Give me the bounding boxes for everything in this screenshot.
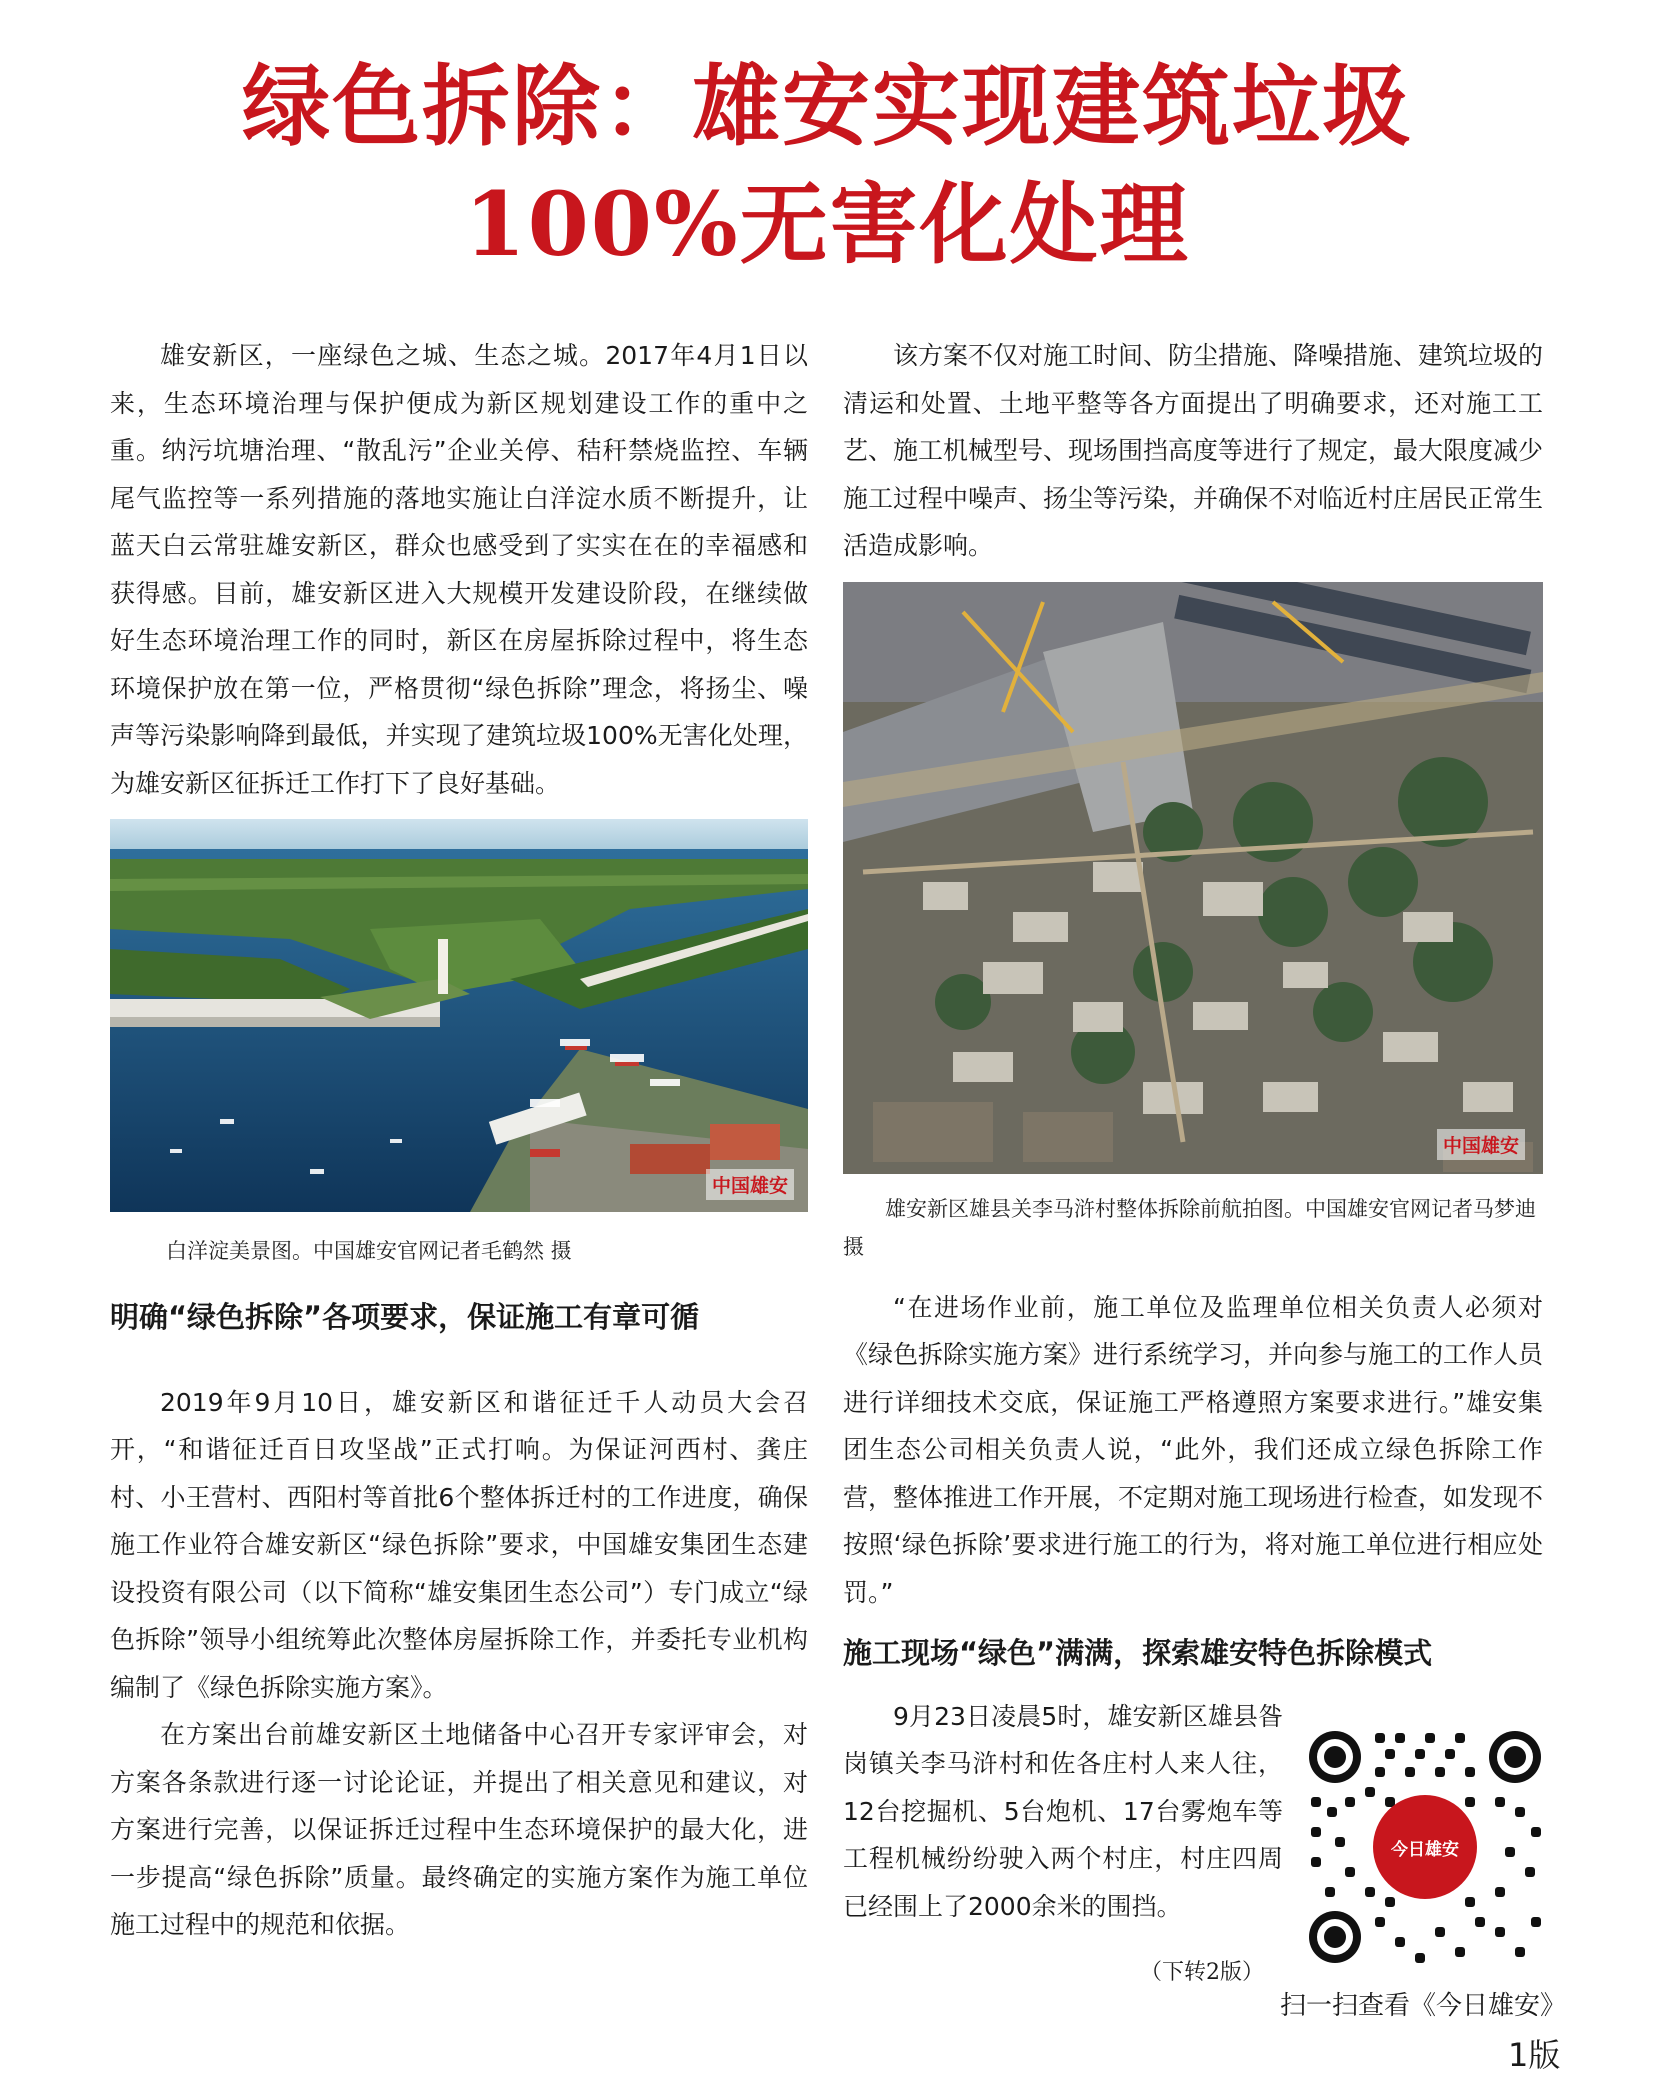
body-paragraph: 9月23日凌晨5时，雄安新区雄县昝岗镇关李马浒村和佐各庄村人来人往，12台挖掘机、5台炮机、17台雾炮车等工程机械纷纷驶入两个村庄，村庄四周已经围上了2000余米的围挡。: [843, 1701, 1283, 1921]
intro-paragraph: 雄安新区，一座绿色之城、生态之城。2017年4月1日以来，生态环境治理与保护便成为新区规划建设工作的重中之重。纳污坑塘治理、“散乱污”企业关停、秸秆禁烧监控、车辆尾气监控等一系列措施的落地实施让白洋淀水质不断提升，让蓝天白云常驻雄安新区，群众也感受到了实实在在的幸福感和获得感。目前，雄安新区进入大规模开发建设阶段，在继续做好生态环境治理工作的同时，新区在房屋拆除过程中，将生态环境保护放在第一位，严格贯彻“绿色拆除”理念，将扬尘、噪声等污染影响降到最低，并实现了建筑垃圾100%无害化处理，为雄安新区征拆迁工作打下了良好基础。: [110, 341, 808, 798]
photo-caption: 雄安新区雄县关李马浒村整体拆除前航拍图。中国雄安官网记者马梦迪 摄: [843, 1196, 1536, 1259]
right-column: [843, 332, 1543, 1930]
photo-watermark: 中国雄安: [1437, 1129, 1525, 1160]
headline-line-2: 100%无害化处理: [464, 172, 1190, 276]
body-paragraph: 2019年9月10日，雄安新区和谐征迁千人动员大会召开，“和谐征迁百日攻坚战”正式打响。为保证河西村、龚庄村、小王营村、西阳村等首批6个整体拆迁村的工作进度，确保施工作业符合雄安新区“绿色拆除”要求，中国雄安集团生态建设投资有限公司（以下简称“雄安集团生态公司”）专门成立“绿色拆除”领导小组统筹此次整体房屋拆除工作，并委托专业机构编制了《绿色拆除实施方案》。: [110, 1387, 808, 1702]
photo-watermark: 中国雄安: [706, 1169, 794, 1200]
qr-center-label: 今日雄安: [1391, 1840, 1459, 1860]
section-heading: 明确“绿色拆除”各项要求，保证施工有章可循: [110, 1300, 700, 1334]
body-paragraph: “在进场作业前，施工单位及监理单位相关负责人必须对《绿色拆除实施方案》进行系统学习，并向参与施工的工作人员进行详细技术交底，保证施工严格遵照方案要求进行。”雄安集团生态公司相关负责人说，“此外，我们还成立绿色拆除工作营，整体推进工作开展，不定期对施工现场进行检查，如发现不按照‘绿色拆除’要求进行施工的行为，将对施工单位进行相应处罚。”: [843, 1292, 1544, 1607]
aerial-village-photo: [843, 582, 1543, 1174]
qr-scan-caption: 扫一扫查看《今日雄安》: [1280, 1991, 1567, 2021]
body-paragraph: 该方案不仅对施工时间、防尘措施、降噪措施、建筑垃圾的清运和处置、土地平整等各方面提出了明确要求，还对施工工艺、施工机械型号、现场围挡高度等进行了规定，最大限度减少施工过程中噪声、扬尘等污染，并确保不对临近村庄居民正常生活造成影响。: [843, 341, 1544, 560]
qr-code[interactable]: [1305, 1727, 1545, 1967]
continued-note: （下转2版）: [1140, 1960, 1264, 1985]
baiyangdian-photo-illustration: [110, 819, 808, 1212]
page-number: 1版: [1508, 2036, 1561, 2074]
body-paragraph: 在方案出台前雄安新区土地储备中心召开专家评审会，对方案各条款进行逐一讨论论证，并提出了相关意见和建议，对方案进行完善，以保证拆迁过程中生态环境保护的最大化，进一步提高“绿色拆除”质量。最终确定的实施方案作为施工单位施工过程中的规范和依据。: [110, 1720, 808, 1940]
baiyangdian-photo: [110, 819, 808, 1212]
section-heading: 施工现场“绿色”满满，探索雄安特色拆除模式: [843, 1636, 1433, 1670]
aerial-village-photo-illustration: [843, 582, 1543, 1174]
left-column: [110, 332, 808, 1949]
photo-caption: 白洋淀美景图。中国雄安官网记者毛鹤然 摄: [166, 1239, 572, 1263]
headline-line-1: 绿色拆除：雄安实现建筑垃圾: [241, 54, 1412, 158]
